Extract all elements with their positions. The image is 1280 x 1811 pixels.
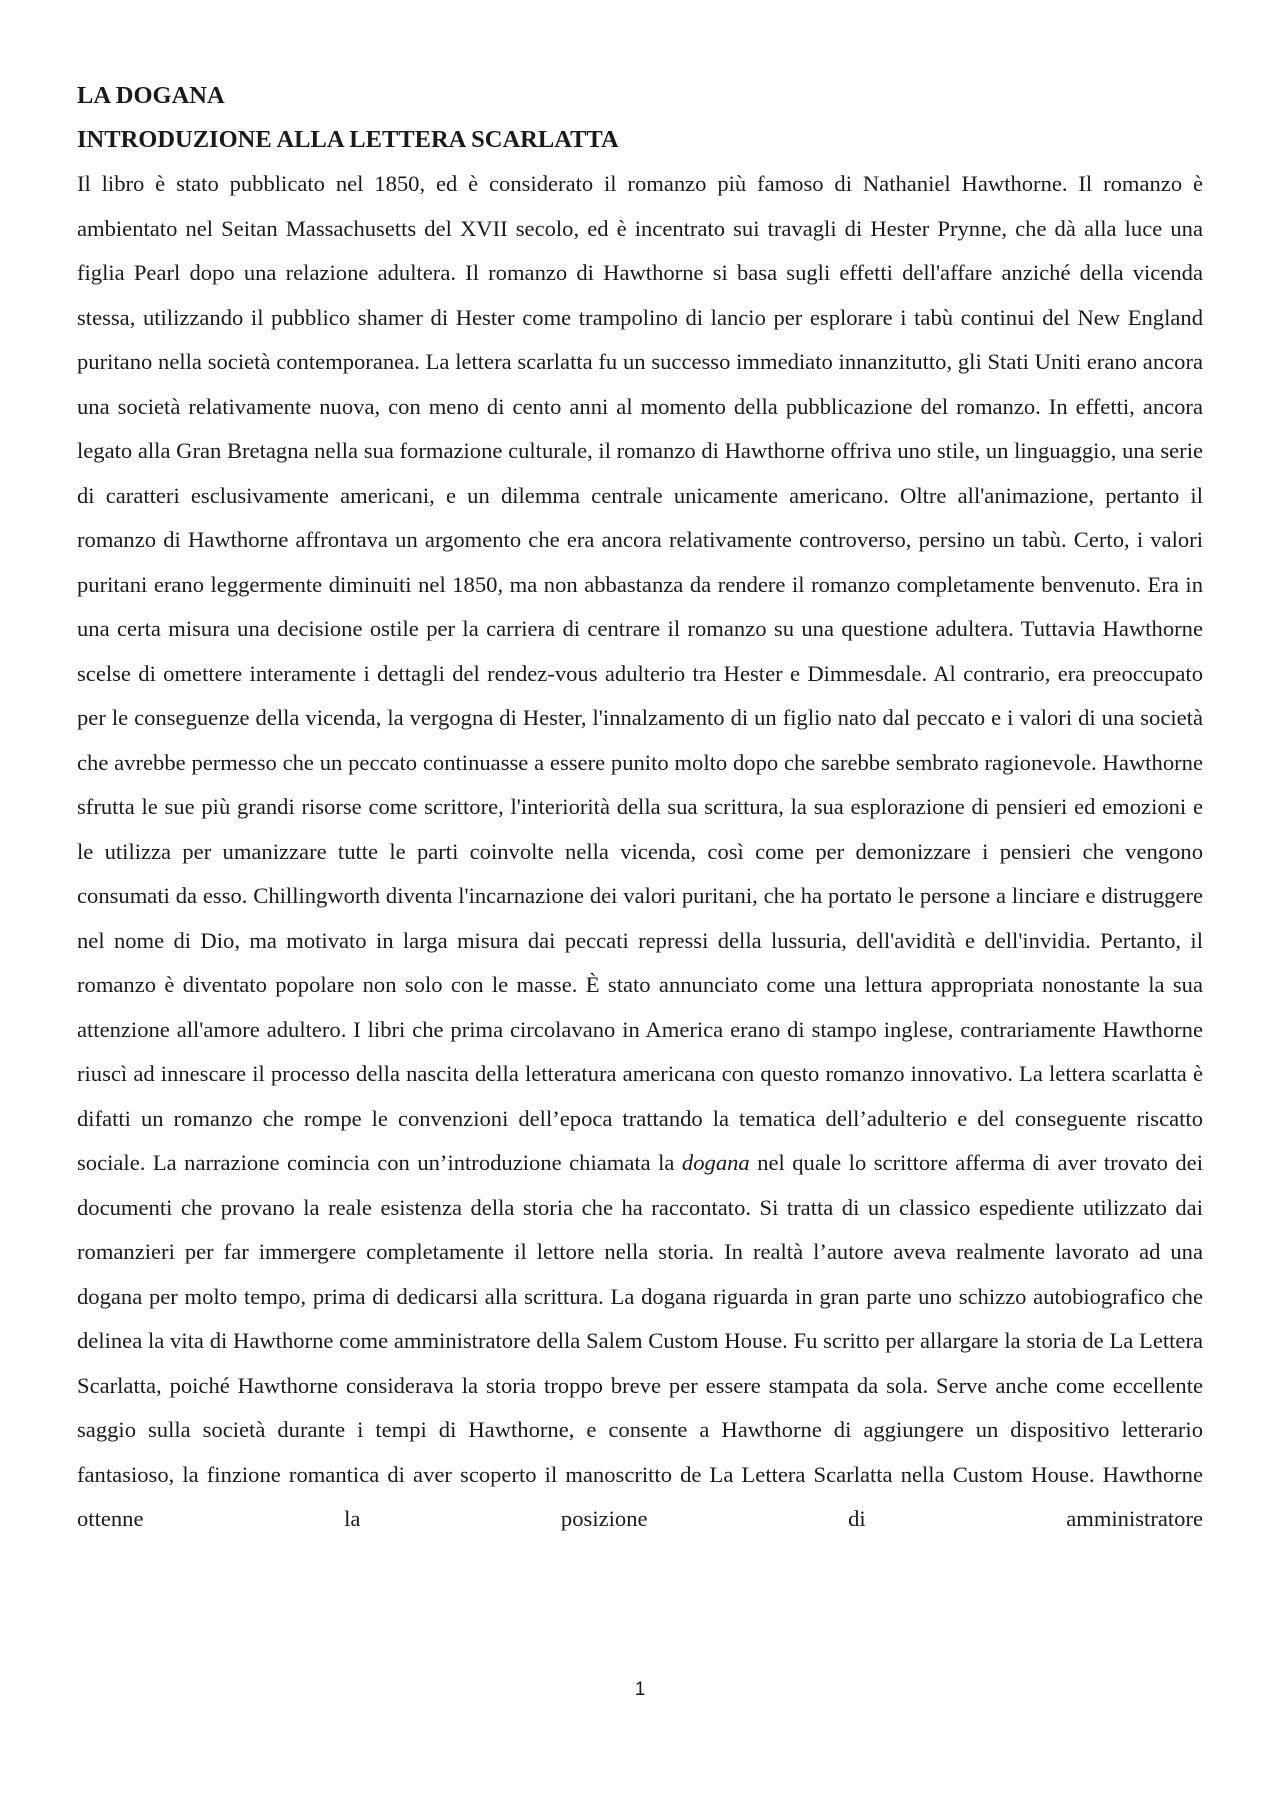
section-heading: INTRODUZIONE ALLA LETTERA SCARLATTA [77,126,619,153]
body-text-part-1: Il libro è stato pubblicato nel 1850, ed è considerato il romanzo più famoso di Nathaniel Hawthorne. Il romanzo è ambientato nel Seitan Massachusetts del XVII secolo, ed è incentrato sui travagli di Hester Prynne, che dà alla luce una figlia Pearl dopo una relazione adultera. Il romanzo di Hawthorne si basa sugli effetti dell'affare anziché della vicenda stessa, utilizzando il pubblico shamer di Hester come trampolino di lancio per esplorare i tabù continui del New England puritano nella società contemporanea. La lettera scarlatta fu un successo immediato innanzitutto, gli Stati Uniti erano ancora una società relativamente nuova, con meno di cento anni al momento della pubblicazione del romanzo. In effetti, ancora legato alla Gran Bretagna nella sua formazione culturale, il romanzo di Hawthorne offriva uno stile, un linguaggio, una serie di caratteri esclusivamente americani, e un dilemma centrale unicamente americano. Oltre all'animazione, pertanto il romanzo di Hawthorne affrontava un argomento che era ancora relativamente controverso, persino un tabù. Certo, i valori puritani erano leggermente diminuiti nel 1850, ma non abbastanza da rendere il romanzo completamente benvenuto. Era in una certa misura una decisione ostile per la carriera di centrare il romanzo su una questione adultera. Tuttavia Hawthorne scelse di omettere interamente i dettagli del rendez-vous adulterio tra Hester e Dimmesdale. Al contrario, era preoccupato per le conseguenze della vicenda, la vergogna di Hester, l'innalzamento di un figlio nato dal peccato e i valori di una società che avrebbe permesso che un peccato continuasse a essere punito molto dopo che sarebbe sembrato ragionevole. Hawthorne sfrutta le sue più grandi risorse come scrittore, l'interiorità della sua scrittura, la sua esplorazione di pensieri ed emozioni e le utilizza per umanizzare tutte le parti coinvolte nella vicenda, così come per demonizzare i pensieri che vengono consumati da esso. Chillingworth diventa l'incarnazione dei valori puritani, che ha portato le persone a linciare e distruggere nel nome di Dio, ma motivato in larga misura dai peccati repressi della lussuria, dell'avidità e dell'invidia. Pertanto, il romanzo è diventato popolare non solo con le masse. È stato annunciato come una lettura appropriata nonostante la sua attenzione all'amore adultero. I libri che prima circolavano in America erano di stampo inglese, contrariamente Hawthorne riuscì ad innescare il processo della nascita della letteratura americana con questo romanzo innovativo. La lettera scarlatta è difatti un romanzo che rompe le convenzioni dell’epoca trattando la tematica dell’adulterio e del conseguente riscatto sociale. La narrazione comincia con un’introduzione chiamata la [77,171,1203,1175]
body-paragraph [77,162,1203,1542]
page-number: 1 [634,1679,646,1700]
page-content [77,74,1203,1542]
italic-term-dogana: dogana [681,1150,750,1175]
body-text-part-2: nel quale lo scrittore afferma di aver trovato dei documenti che provano la reale esistenza della storia che ha raccontato. Si tratta di un classico espediente utilizzato dai romanzieri per far immergere completamente il lettore nella storia. In realtà l’autore aveva realmente lavorato ad una dogana per molto tempo, prima di dedicarsi alla scrittura. La dogana riguarda in gran parte uno schizzo autobiografico che delinea la vita di Hawthorne come amministratore della Salem Custom House. Fu scritto per allargare la storia de La Lettera Scarlatta, poiché Hawthorne considerava la storia troppo breve per essere stampata da sola. Serve anche come eccellente saggio sulla società durante i tempi di Hawthorne, e consente a Hawthorne di aggiungere un dispositivo letterario fantasioso, la finzione romantica di aver scoperto il manoscritto de La Lettera Scarlatta nella Custom House. Hawthorne ottenne la posizione di amministratore [77,1150,1203,1531]
document-title: LA DOGANA [77,82,225,109]
